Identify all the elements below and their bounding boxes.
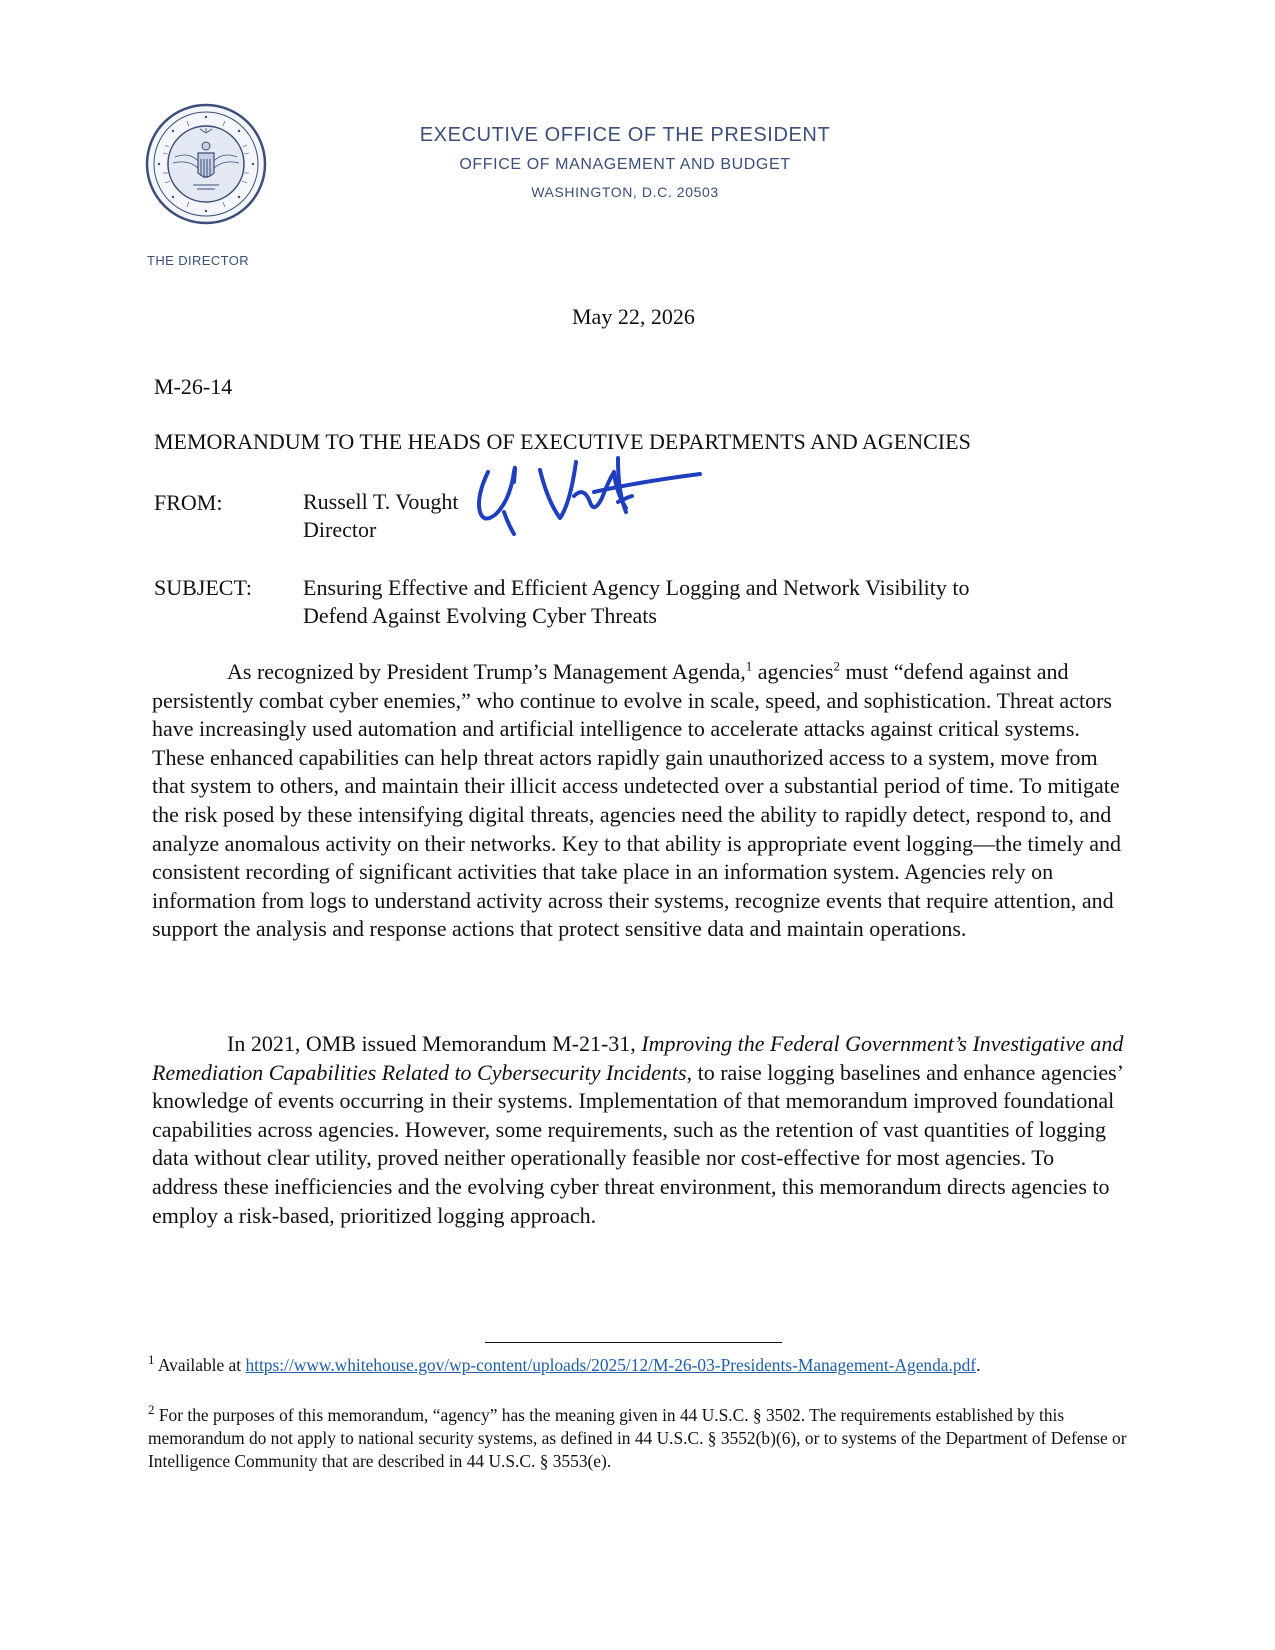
footnote-1-mark: 1 bbox=[148, 1352, 155, 1368]
from-block bbox=[303, 488, 458, 544]
from-name: Russell T. Vought bbox=[303, 489, 459, 514]
memo-date: May 22, 2026 bbox=[572, 304, 695, 329]
footnote-1-prefix: Available at bbox=[157, 1355, 246, 1375]
from-label: FROM: bbox=[154, 490, 223, 515]
handwritten-signature-icon bbox=[468, 452, 738, 562]
para2-text-b: , to raise logging baselines and enhance agencies’ knowledge of events occurring in their systems. Implementation of that memorandum improved foundational capabilities across agencies. However, some requirements, such as the retention of vast quantities of logging data without clear utility, proved neither operationally feasible nor cost-effective for most agencies. To address these inefficiencies and the evolving cyber threat environment, this memorandum directs agencies to employ a risk-based, prioritized logging approach. bbox=[152, 1059, 1123, 1228]
body-paragraph-2 bbox=[152, 1030, 1124, 1230]
director-label: THE DIRECTOR bbox=[147, 253, 250, 268]
footnote-divider bbox=[485, 1342, 782, 1343]
memo-recipients: MEMORANDUM TO THE HEADS OF EXECUTIVE DEPARTMENTS AND AGENCIES bbox=[154, 429, 971, 454]
letterhead-title: EXECUTIVE OFFICE OF THE PRESIDENT bbox=[419, 124, 831, 146]
subject-block bbox=[303, 574, 1103, 630]
body-paragraph-1 bbox=[152, 658, 1124, 944]
para1-text-c: must “defend against and persistently combat cyber enemies,” who continue to evolve in scale, speed, and sophistication. Threat actors have increasingly used automation and artificial intelligence to accelerate attacks against critical systems. These enhanced capabilities can help threat actors rapidly gain unauthorized access to a system, move from that system to others, and maintain their illicit access undetected over a substantial period of time. To mitigate the risk posed by these intensifying digital threats, agencies need the ability to rapidly detect, respond to, and analyze anomalous activity on their networks. Key to that ability is appropriate event logging—the timely and consistent recording of significant activities that take place in an information system. Agencies rely on information from logs to understand activity across their systems, recognize events that require attention, and support the analysis and response actions that protect sensitive data and maintain operations. bbox=[152, 659, 1121, 942]
subject-line-1: Ensuring Effective and Efficient Agency Logging and Network Visibility to bbox=[303, 575, 970, 600]
para2-memo-title: Improving the Federal Government’s Investigative and Remediation Capabilities Related to Cybersecurity Incidents bbox=[152, 1031, 1124, 1085]
subject-line-2: Defend Against Evolving Cyber Threats bbox=[303, 603, 657, 628]
footnote-1-link[interactable]: https://www.whitehouse.gov/wp-content/uploads/2025/12/M-26-03-Presidents-Management-Agenda.pdf bbox=[245, 1355, 977, 1375]
para2-text-a: In 2021, OMB issued Memorandum M-21-31, bbox=[227, 1031, 642, 1056]
presidential-seal-icon bbox=[145, 103, 267, 225]
footnote-2-mark: 2 bbox=[148, 1402, 155, 1418]
para1-text-a: As recognized by President Trump’s Management Agenda, bbox=[227, 659, 746, 684]
para1-text-b: agencies bbox=[752, 659, 834, 684]
footnote-1 bbox=[148, 1354, 1128, 1377]
letterhead-office: OFFICE OF MANAGEMENT AND BUDGET bbox=[459, 156, 791, 173]
footnote-2 bbox=[148, 1404, 1128, 1473]
letterhead-address: WASHINGTON, D.C. 20503 bbox=[531, 184, 719, 200]
footnote-ref-1: 1 bbox=[745, 658, 753, 674]
footnote-1-suffix: . bbox=[976, 1355, 981, 1375]
footnote-ref-2: 2 bbox=[833, 658, 840, 674]
subject-label: SUBJECT: bbox=[154, 575, 252, 600]
footnote-2-text: For the purposes of this memorandum, “agency” has the meaning given in 44 U.S.C. § 3502. The requirements established by this memorandum do not apply to national security systems, as defined in 44 U.S.C. § 3552(b)(6), or to systems of the Department of Defense or Intelligence Community that are described in 44 U.S.C. § 3553(e). bbox=[148, 1405, 1127, 1471]
from-title: Director bbox=[303, 517, 377, 542]
memo-number: M-26-14 bbox=[154, 374, 233, 399]
